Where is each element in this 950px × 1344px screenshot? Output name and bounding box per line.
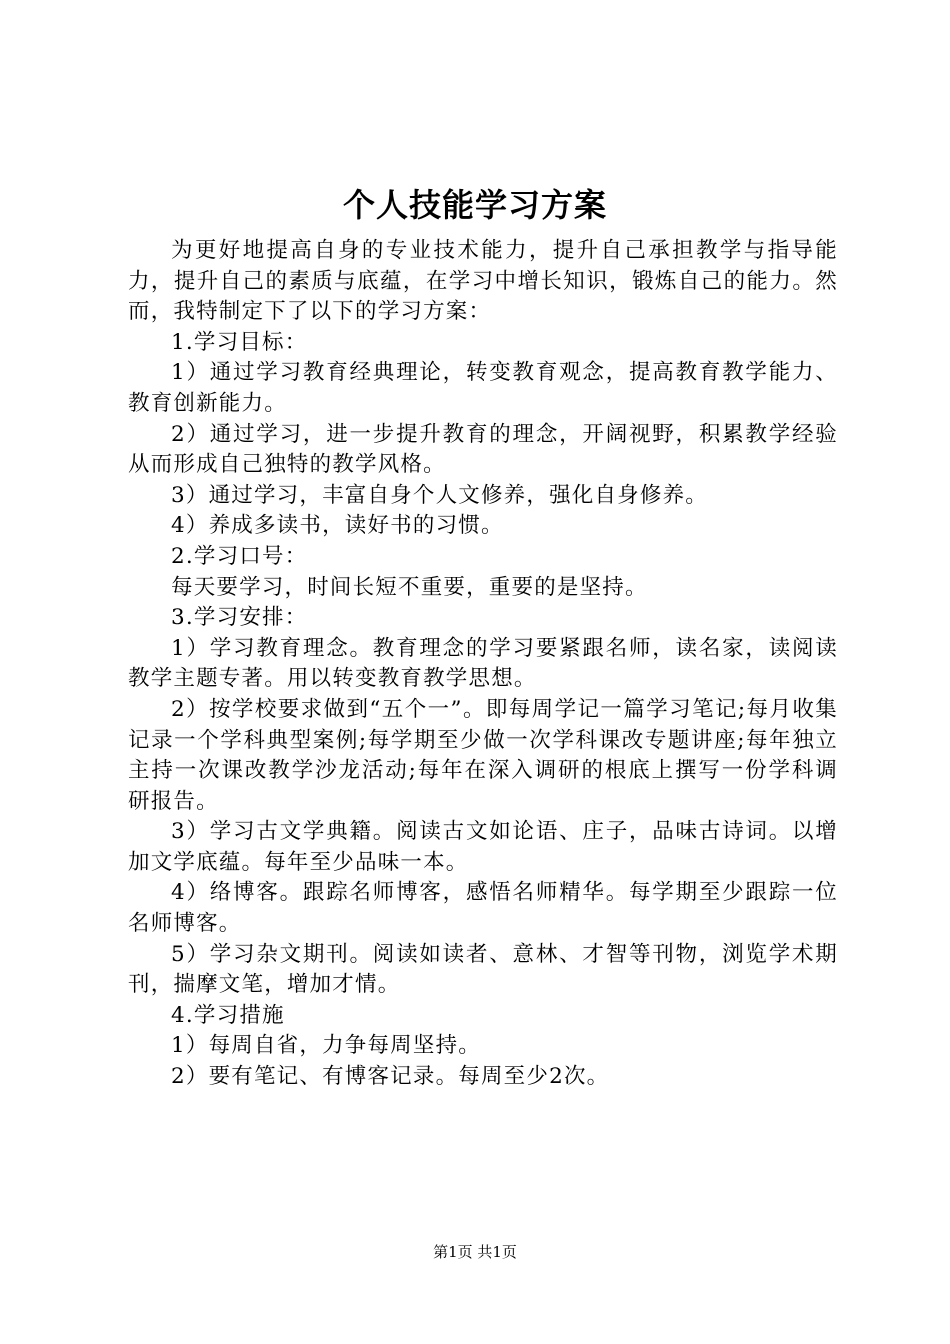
section-heading-measures: 4.学习措施 bbox=[171, 1002, 285, 1028]
page-number-footer: 第1页 共1页 bbox=[433, 1243, 517, 1261]
document-title: 个人技能学习方案 bbox=[342, 186, 607, 224]
arrangement-item: 2）按学校要求做到“五个一”。即每周学记一篇学习笔记;每月收集记录一个学科典型案例;每学期至少做一次学科课改专题讲座;每年独立主持一次课改教学沙龙活动;每年在深入调研的根底上撰写一份学科调研报告。 bbox=[128, 696, 838, 814]
slogan-text: 每天要学习，时间长短不重要，重要的是坚持。 bbox=[171, 574, 648, 600]
document-body bbox=[128, 236, 838, 1093]
section-heading-goals: 1.学习目标： bbox=[171, 329, 308, 355]
goal-item: 1）通过学习教育经典理论，转变教育观念，提高教育教学能力、教育创新能力。 bbox=[128, 360, 838, 416]
measure-item: 2）要有笔记、有博客记录。每周至少2次。 bbox=[171, 1064, 610, 1090]
section-heading-arrangement: 3.学习安排： bbox=[171, 605, 308, 631]
section-heading-slogan: 2.学习口号： bbox=[171, 543, 308, 569]
arrangement-item: 4）络博客。跟踪名师博客，感悟名师精华。每学期至少跟踪一位名师博客。 bbox=[128, 880, 838, 937]
goal-item: 4）养成多读书，读好书的习惯。 bbox=[171, 513, 504, 539]
intro-paragraph: 为更好地提高自身的专业技术能力，提升自己承担教学与指导能力，提升自己的素质与底蕴，在学习中增长知识，锻炼自己的能力。然而，我特制定下了以下的学习方案： bbox=[128, 238, 838, 325]
goal-item: 2）通过学习，进一步提升教育的理念，开阔视野，积累教学经验从而形成自己独特的教学风格。 bbox=[128, 421, 838, 478]
arrangement-item: 1）学习教育理念。教育理念的学习要紧跟名师，读名家，读阅读教学主题专著。用以转变教育教学思想。 bbox=[128, 635, 838, 692]
goal-item: 3）通过学习，丰富自身个人文修养，强化自身修养。 bbox=[171, 482, 708, 508]
arrangement-item: 3）学习古文学典籍。阅读古文如论语、庄子，品味古诗词。以增加文学底蕴。每年至少品味一本。 bbox=[128, 819, 838, 875]
arrangement-item: 5）学习杂文期刊。阅读如读者、意林、才智等刊物，浏览学术期刊，揣摩文笔，增加才情。 bbox=[128, 941, 838, 998]
measure-item: 1）每周自省，力争每周坚持。 bbox=[171, 1033, 481, 1059]
